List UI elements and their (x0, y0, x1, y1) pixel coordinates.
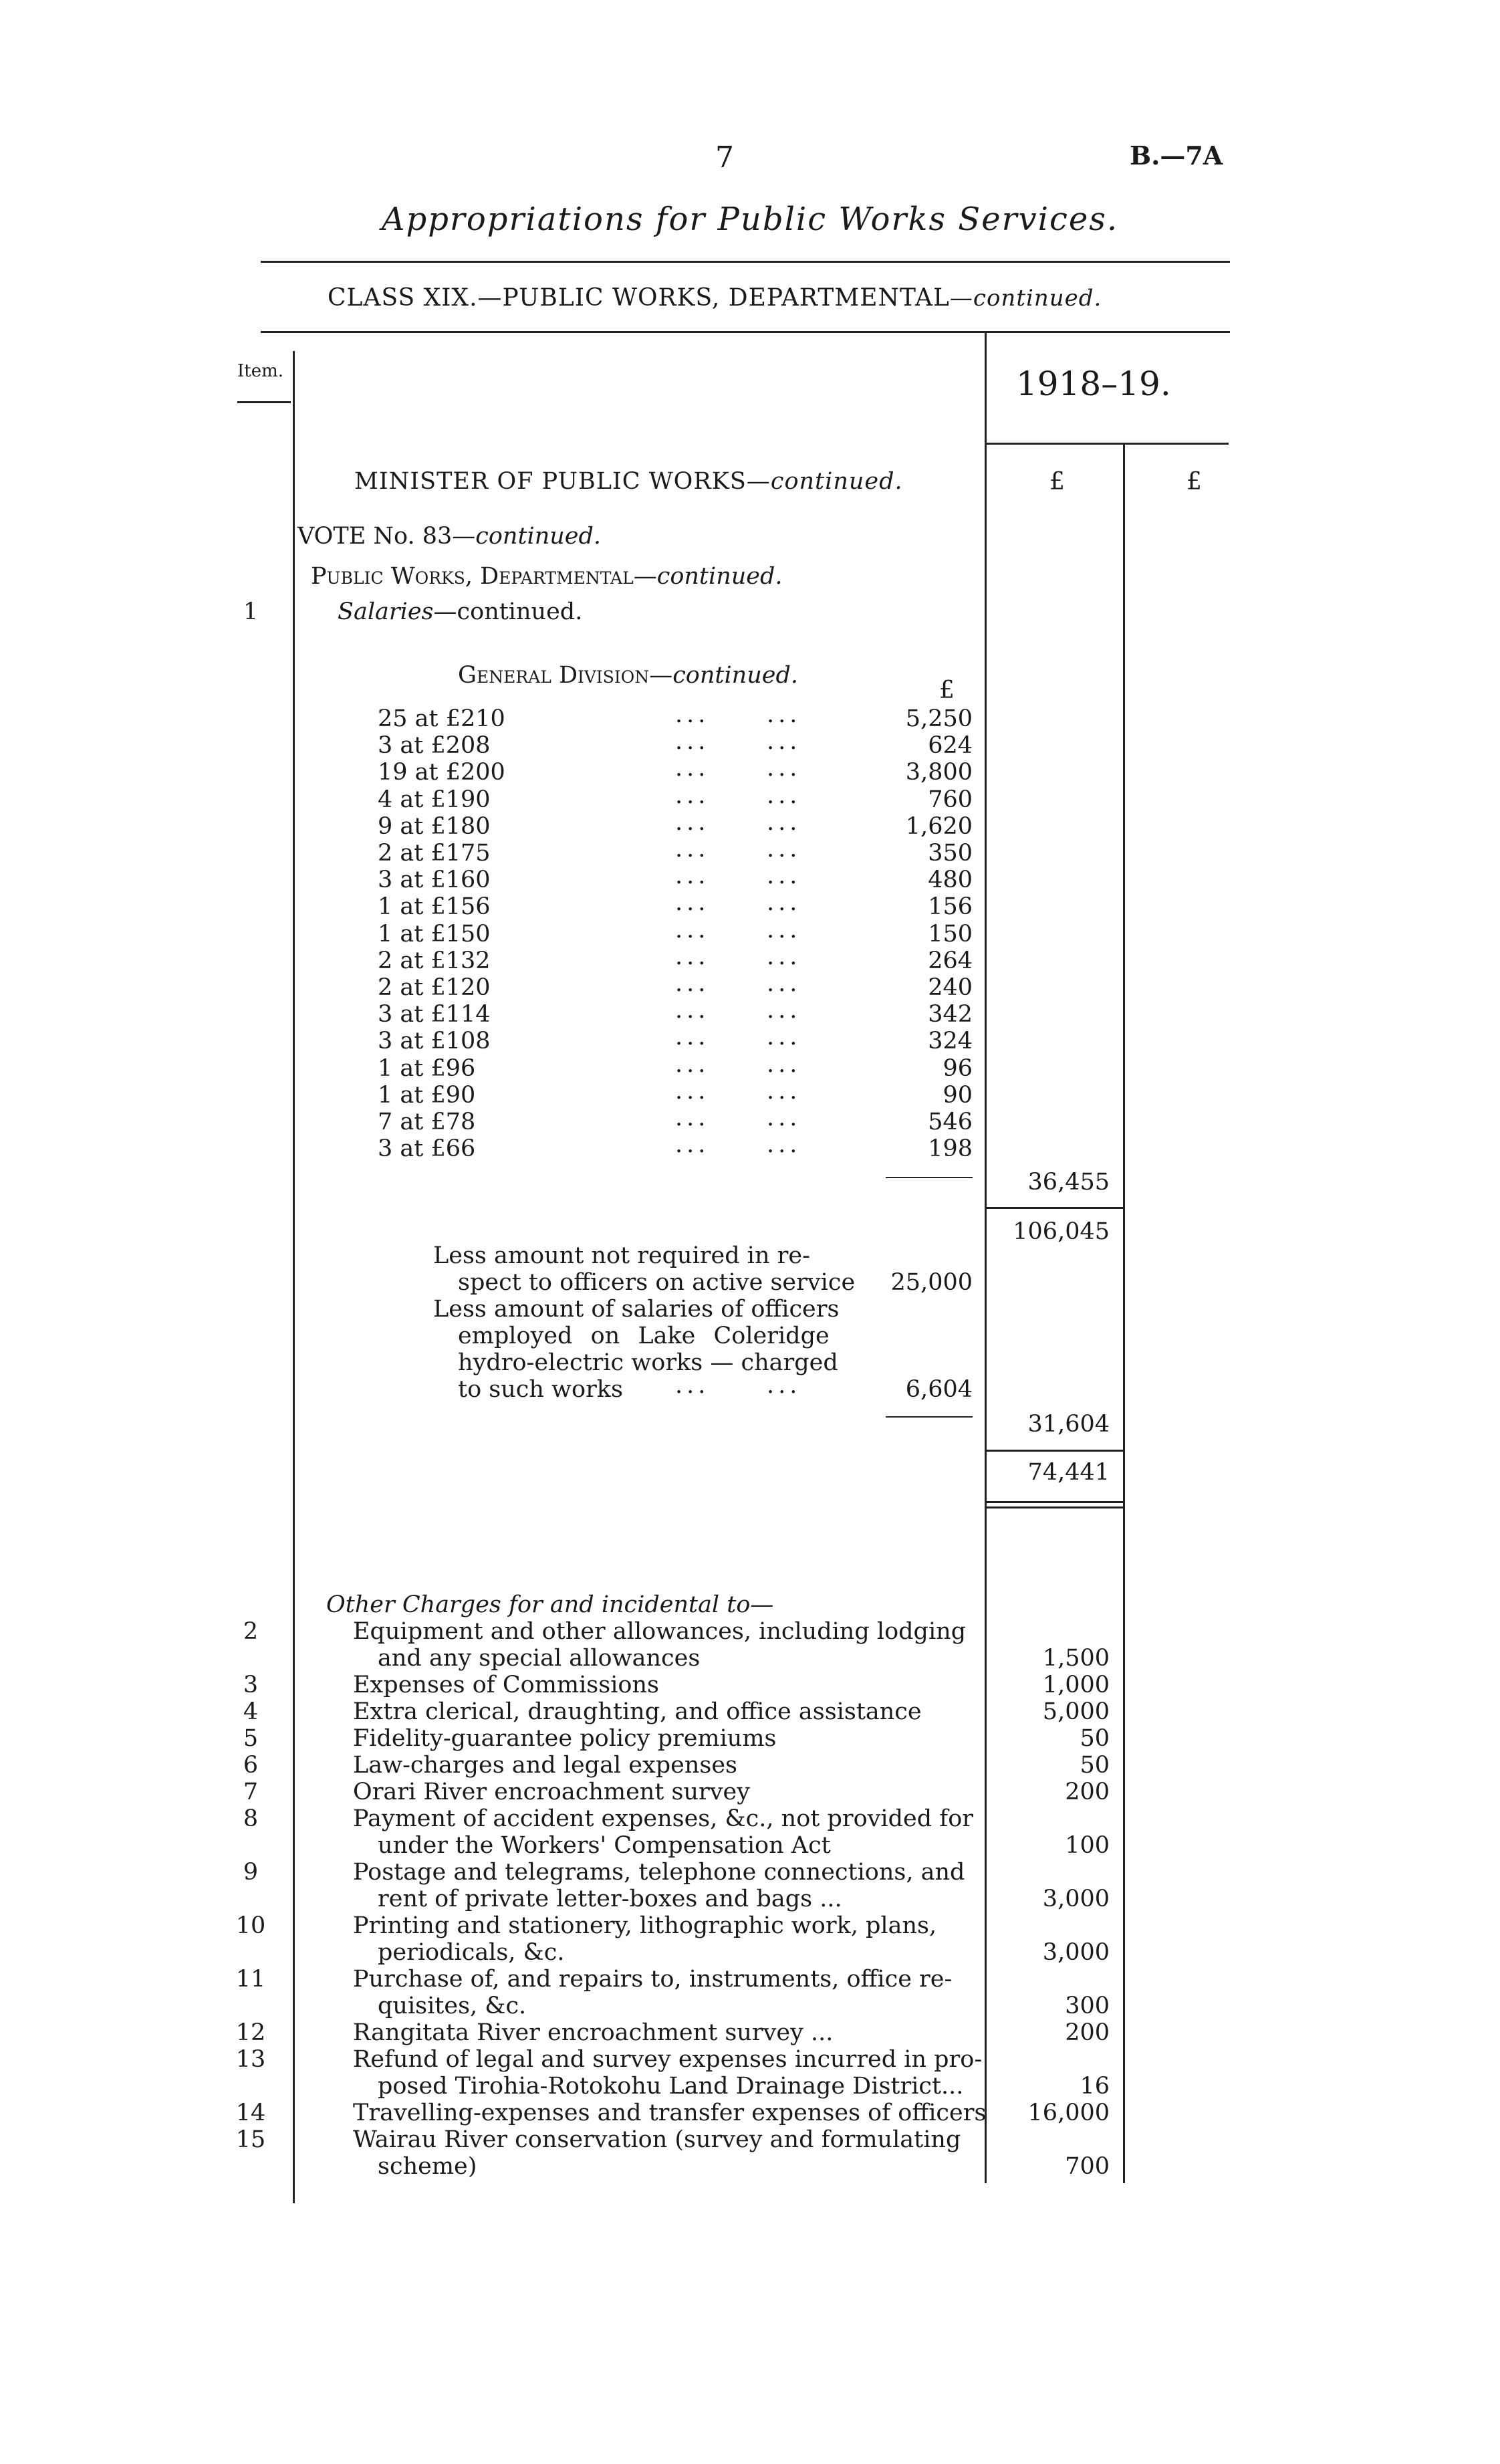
charge-description: Fidelity-guarantee policy premiums (353, 1725, 777, 1752)
leader-dots: ... ... (675, 889, 801, 916)
leader-dots: ... ... (675, 755, 801, 782)
item-number: 15 (235, 2126, 266, 2153)
less-total: 31,604 (1027, 1411, 1110, 1438)
pound-header-1: £ (1049, 468, 1065, 495)
salary-amount: 5,250 (905, 705, 973, 732)
charge-description-continued: posed Tirohia-Rotokohu Land Drainage District... (378, 2073, 964, 2100)
charge-amount: 5,000 (1042, 1698, 1110, 1725)
charge-amount: 700 (1065, 2153, 1110, 2180)
salary-amount: 240 (928, 974, 973, 1001)
charge-amount: 1,500 (1042, 1645, 1110, 1672)
charge-description: Wairau River conservation (survey and formulating (353, 2126, 961, 2153)
page-title: Appropriations for Public Works Services. (381, 201, 1119, 238)
leader-dots: ... ... (675, 1024, 801, 1050)
salaries-heading: Salaries—continued. (338, 598, 583, 625)
salary-amount: 624 (928, 732, 973, 759)
leader-dots: ... ... (675, 863, 801, 889)
year-header-rule (985, 443, 1229, 445)
item-number: 10 (235, 1912, 266, 1939)
class-heading: CLASS XIX.—PUBLIC WORKS, DEPARTMENTAL—continued. (328, 284, 1102, 312)
charge-description-continued: and any special allowances (378, 1645, 701, 1672)
leader-dots: ... ... (675, 836, 801, 863)
charge-amount: 50 (1080, 1725, 1110, 1752)
leader-dots: ... ... (675, 809, 801, 836)
less-leader-dots: ... ... (675, 1372, 801, 1399)
salary-amount: 156 (928, 893, 973, 920)
leader-dots: ... ... (675, 917, 801, 943)
page-number: 7 (715, 140, 734, 175)
item-number: 6 (243, 1752, 259, 1779)
charge-amount: 16,000 (1027, 2100, 1110, 2126)
salary-grade-label: 3 at £114 (378, 1001, 491, 1028)
salary-grade-label: 2 at £175 (378, 840, 491, 867)
general-division-heading: General Division—continued. (458, 662, 798, 689)
item-number: 12 (235, 2019, 266, 2046)
salary-subtotal-rule (886, 1177, 973, 1178)
less-line-4: employed on Lake Coleridge (458, 1323, 830, 1349)
charge-amount: 200 (1065, 2019, 1110, 2046)
leader-dots: ... ... (675, 701, 801, 728)
salary-grade-label: 7 at £78 (378, 1109, 476, 1135)
item-number: 13 (235, 2046, 266, 2073)
salary-subtotal: 36,455 (1027, 1169, 1110, 1196)
leader-dots: ... ... (675, 1051, 801, 1078)
title-rule (261, 261, 1230, 263)
net-total: 74,441 (1027, 1459, 1110, 1486)
charge-description: Extra clerical, draughting, and office assistance (353, 1698, 922, 1725)
salary-amount: 342 (928, 1001, 973, 1028)
net-bottom-rule-1 (985, 1501, 1123, 1503)
salary-grade-label: 1 at £150 (378, 921, 491, 947)
salary-grade-label: 25 at £210 (378, 705, 505, 732)
total-rule (985, 1207, 1123, 1209)
charge-amount: 16 (1080, 2073, 1110, 2100)
item-number: 9 (243, 1859, 259, 1886)
salary-amount: 324 (928, 1028, 973, 1054)
item-number: 2 (243, 1618, 259, 1645)
salary-amount: 1,620 (905, 813, 973, 840)
less-line-5: hydro-electric works — charged (458, 1349, 838, 1376)
charge-description-continued: scheme) (378, 2153, 477, 2180)
salary-amount: 3,800 (905, 759, 973, 786)
minister-heading: MINISTER OF PUBLIC WORKS—continued. (354, 468, 903, 495)
charge-description: Rangitata River encroachment survey ... (353, 2019, 834, 2046)
leader-dots: ... ... (675, 970, 801, 997)
item-number: 8 (243, 1805, 259, 1832)
item-number: 3 (243, 1672, 259, 1698)
charge-amount: 50 (1080, 1752, 1110, 1779)
less-line-1: Less amount not required in re- (433, 1242, 810, 1269)
less-line-3: Less amount of salaries of officers (433, 1296, 840, 1323)
item-column-header: Item. (237, 361, 284, 381)
salary-amount: 150 (928, 921, 973, 947)
leader-dots: ... ... (675, 1078, 801, 1105)
vote-heading: VOTE No. 83—continued. (297, 523, 602, 550)
charge-description: Refund of legal and survey expenses incurred in pro- (353, 2046, 983, 2073)
less-line-2: spect to officers on active service (458, 1269, 856, 1296)
salary-amount: 198 (928, 1135, 973, 1162)
charge-amount: 1,000 (1042, 1672, 1110, 1698)
item-number: 5 (243, 1725, 259, 1752)
net-top-rule (985, 1450, 1123, 1452)
salary-grade-label: 9 at £180 (378, 813, 491, 840)
salary-grade-label: 3 at £160 (378, 867, 491, 893)
charge-amount: 100 (1065, 1832, 1110, 1859)
charge-description: Equipment and other allowances, including lodging (353, 1618, 967, 1645)
item-number-1: 1 (243, 598, 259, 625)
pound-subheader: £ (939, 677, 955, 704)
salary-amount: 90 (943, 1082, 973, 1109)
charge-description: Orari River encroachment survey (353, 1779, 751, 1805)
less-line-6: to such works (458, 1376, 623, 1403)
charge-description: Law-charges and legal expenses (353, 1752, 738, 1779)
charge-description: Postage and telegrams, telephone connections, and (353, 1859, 965, 1886)
salary-amount: 350 (928, 840, 973, 867)
department-heading: Public Works, Departmental—continued. (311, 563, 783, 590)
charge-description-continued: periodicals, &c. (378, 1939, 565, 1966)
salary-grade-label: 2 at £120 (378, 974, 491, 1001)
less-amount-1: 25,000 (890, 1269, 973, 1296)
pound-header-2: £ (1186, 468, 1202, 495)
amount-column-divider (985, 331, 987, 2183)
item-column-divider (293, 351, 295, 2203)
item-number: 7 (243, 1779, 259, 1805)
charge-description: Purchase of, and repairs to, instruments, office re- (353, 1966, 953, 1993)
total-column-divider (1123, 445, 1125, 2183)
charge-description-continued: quisites, &c. (378, 1993, 527, 2019)
charge-amount: 3,000 (1042, 1886, 1110, 1912)
charge-description-continued: under the Workers' Compensation Act (378, 1832, 831, 1859)
item-number: 14 (235, 2100, 266, 2126)
charge-description: Payment of accident expenses, &c., not provided for (353, 1805, 974, 1832)
item-number: 11 (235, 1966, 266, 1993)
salary-grade-label: 1 at £156 (378, 893, 491, 920)
salary-amount: 760 (928, 786, 973, 813)
charge-amount: 200 (1065, 1779, 1110, 1805)
salary-amount: 546 (928, 1109, 973, 1135)
leader-dots: ... ... (675, 943, 801, 970)
leader-dots: ... ... (675, 997, 801, 1024)
salary-grade-label: 2 at £132 (378, 947, 491, 974)
item-number: 4 (243, 1698, 259, 1725)
salary-grade-label: 3 at £66 (378, 1135, 476, 1162)
charge-amount: 300 (1065, 1993, 1110, 2019)
charge-description: Printing and stationery, lithographic work, plans, (353, 1912, 937, 1939)
salary-amount: 480 (928, 867, 973, 893)
item-header-rule (237, 401, 291, 403)
less-amount-2: 6,604 (905, 1376, 973, 1403)
charge-amount: 3,000 (1042, 1939, 1110, 1966)
leader-dots: ... ... (675, 1131, 801, 1158)
salary-amount: 96 (943, 1055, 973, 1082)
salary-grade-label: 3 at £108 (378, 1028, 491, 1054)
leader-dots: ... ... (675, 728, 801, 755)
salary-grade-label: 19 at £200 (378, 759, 505, 786)
leader-dots: ... ... (675, 1105, 801, 1131)
salary-grade-label: 1 at £96 (378, 1055, 476, 1082)
document-reference: B.—7A (1130, 140, 1223, 171)
table-top-rule (261, 331, 1230, 333)
charge-description: Expenses of Commissions (353, 1672, 659, 1698)
charge-description-continued: rent of private letter-boxes and bags ... (378, 1886, 842, 1912)
salary-amount: 264 (928, 947, 973, 974)
salary-grade-label: 1 at £90 (378, 1082, 476, 1109)
net-bottom-rule-2 (985, 1506, 1123, 1508)
leader-dots: ... ... (675, 782, 801, 809)
salary-grade-label: 3 at £208 (378, 732, 491, 759)
less-subtotal-rule (886, 1416, 973, 1418)
other-charges-heading: Other Charges for and incidental to— (326, 1591, 774, 1618)
charge-description: Travelling-expenses and transfer expenses of officers (353, 2100, 987, 2126)
salary-grade-label: 4 at £190 (378, 786, 491, 813)
salary-total: 106,045 (1013, 1218, 1110, 1245)
year-column-header: 1918–19. (1016, 364, 1171, 403)
